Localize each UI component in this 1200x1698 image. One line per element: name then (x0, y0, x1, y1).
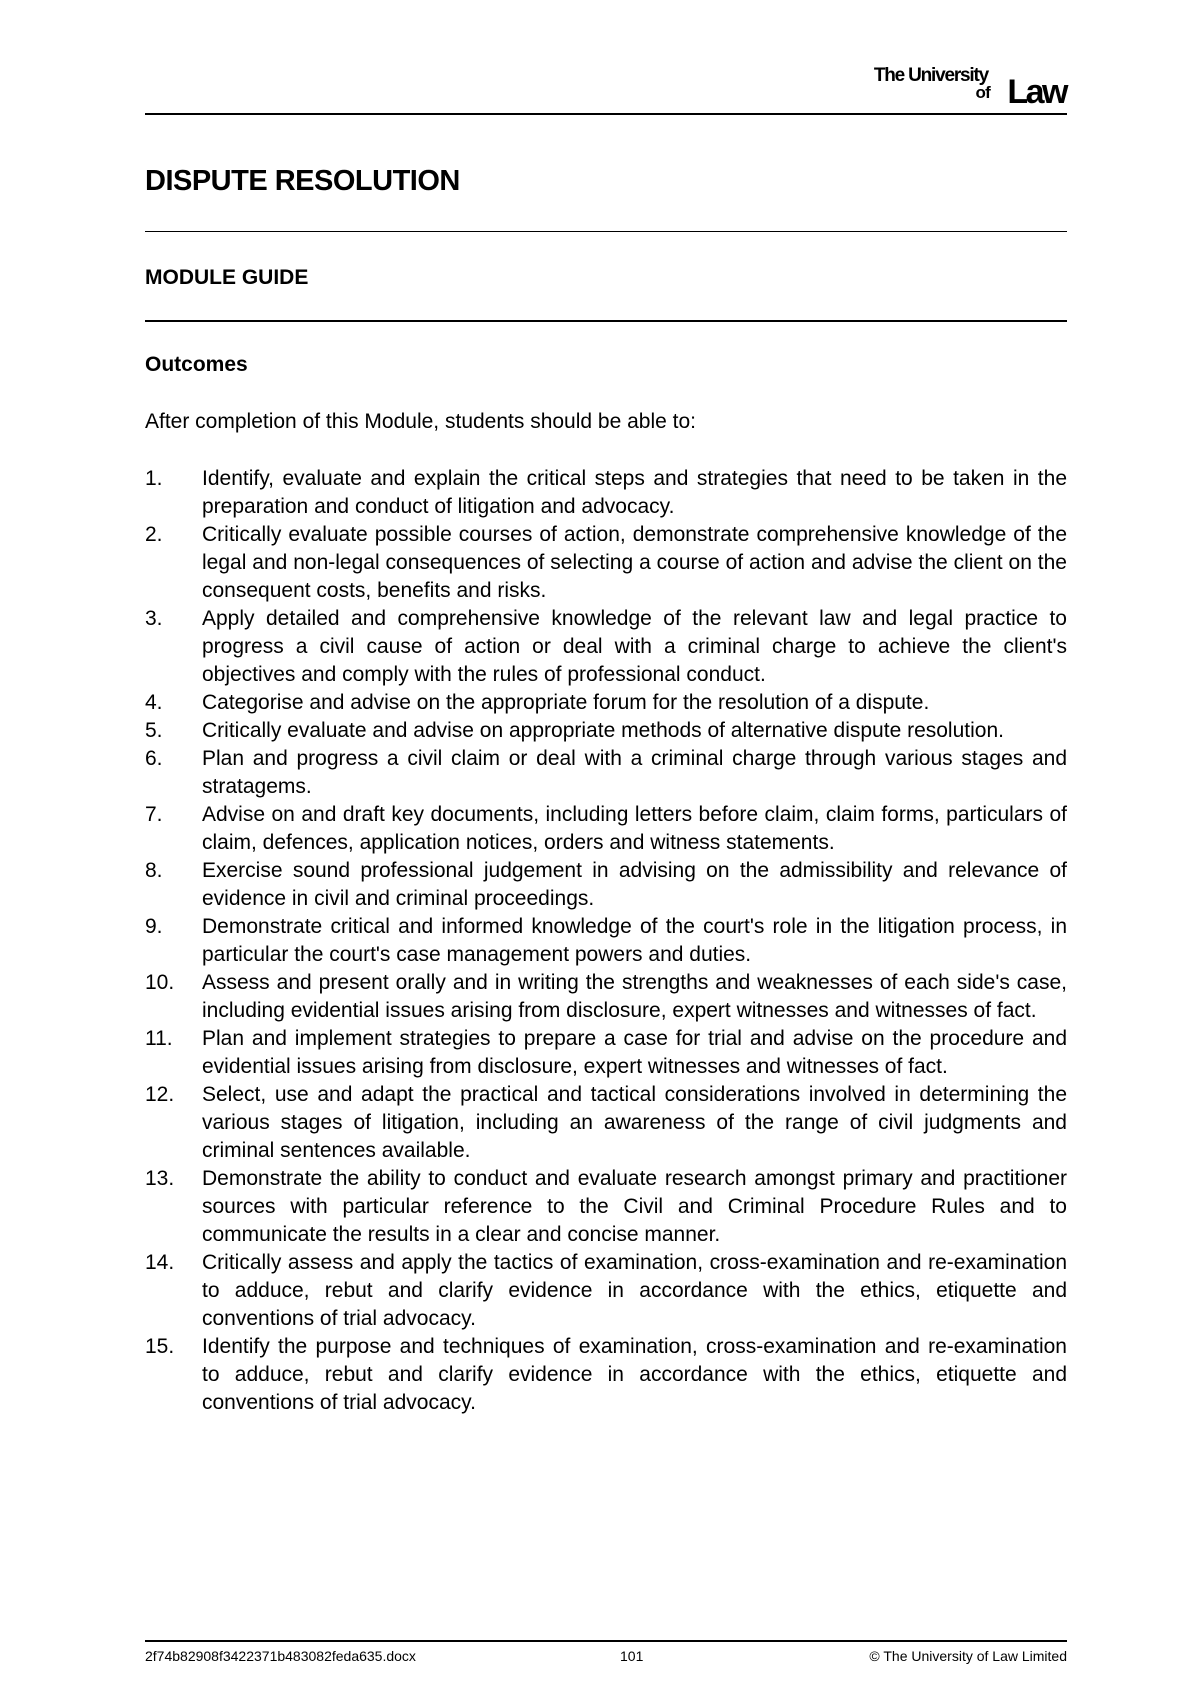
logo-law: Law (1007, 73, 1066, 111)
outcome-number: 1. (145, 467, 163, 490)
outcome-item (145, 969, 1067, 1025)
outcome-item (145, 465, 1067, 521)
outcome-text: Critically evaluate and advise on appropriate methods of alternative dispute resolution. (202, 719, 1004, 742)
outcome-item (145, 1165, 1067, 1249)
footer-copyright: © The University of Law Limited (869, 1648, 1067, 1664)
outcome-text: Categorise and advise on the appropriate forum for the resolution of a dispute. (202, 691, 930, 714)
footer-filename: 2f74b82908f3422371b483082feda635.docx (145, 1648, 416, 1664)
outcome-number: 12. (145, 1083, 175, 1106)
page-footer (145, 1646, 1067, 1666)
outcome-text: Plan and progress a civil claim or deal with a criminal charge through various stages and stratagems. (202, 747, 1067, 798)
outcome-text: Exercise sound professional judgement in advising on the admissibility and relevance of evidence in civil and criminal proceedings. (202, 859, 1067, 910)
module-guide-heading: MODULE GUIDE (145, 266, 309, 289)
outcome-number: 5. (145, 719, 163, 742)
footer-page-number: 101 (620, 1648, 644, 1664)
outcome-text: Critically evaluate possible courses of action, demonstrate comprehensive knowledge of the legal and non-legal consequences of selecting a course of action and advise the client on the consequent costs, benefits and risks. (202, 523, 1067, 602)
outcome-item (145, 521, 1067, 605)
outcome-text: Critically assess and apply the tactics of examination, cross-examination and re-examination to adduce, rebut and clarify evidence in accordance with the ethics, etiquette and conventions of trial advocacy. (202, 1251, 1067, 1330)
outcome-item (145, 1081, 1067, 1165)
outcome-number: 10. (145, 971, 175, 994)
university-of-law-logo (846, 64, 1066, 110)
outcome-number: 8. (145, 859, 163, 882)
outcome-text: Demonstrate the ability to conduct and evaluate research amongst primary and practitioner sources with particular reference to the Civil and Criminal Procedure Rules and to communicate the results in a clear and concise manner. (202, 1167, 1067, 1246)
outcome-item (145, 801, 1067, 857)
outcome-item (145, 1025, 1067, 1081)
outcome-text: Plan and implement strategies to prepare a case for trial and advise on the procedure and evidential issues arising from disclosure, expert witnesses and witnesses of fact. (202, 1027, 1067, 1078)
logo-line1: The University (873, 65, 988, 86)
header-divider (145, 113, 1067, 115)
outcome-item (145, 745, 1067, 801)
outcome-text: Advise on and draft key documents, including letters before claim, claim forms, particulars of claim, defences, application notices, orders and witness statements. (202, 803, 1067, 854)
outcome-number: 6. (145, 747, 163, 770)
outcome-item (145, 689, 1067, 717)
footer-divider (145, 1640, 1067, 1642)
outcome-number: 13. (145, 1167, 175, 1190)
outcome-item (145, 857, 1067, 913)
intro-text: After completion of this Module, students should be able to: (145, 410, 696, 433)
subtitle-divider (145, 320, 1067, 322)
outcome-number: 7. (145, 803, 163, 826)
outcomes-list (145, 465, 1067, 1417)
outcome-text: Demonstrate critical and informed knowledge of the court's role in the litigation process, in particular the court's case management powers and duties. (202, 915, 1067, 966)
outcome-item (145, 717, 1067, 745)
outcome-number: 4. (145, 691, 163, 714)
outcomes-heading: Outcomes (145, 353, 248, 376)
outcome-text: Identify the purpose and techniques of examination, cross-examination and re-examination to adduce, rebut and clarify evidence in accordance with the ethics, etiquette and conventions of trial advocacy. (202, 1335, 1067, 1414)
outcome-text: Assess and present orally and in writing the strengths and weaknesses of each side's case, including evidential issues arising from disclosure, expert witnesses and witnesses of fact. (202, 971, 1067, 1022)
outcome-text: Apply detailed and comprehensive knowledge of the relevant law and legal practice to progress a civil cause of action or deal with a criminal charge to achieve the client's objectives and comply with the rules of professional conduct. (202, 607, 1067, 686)
outcome-number: 3. (145, 607, 163, 630)
outcome-item (145, 913, 1067, 969)
outcome-item (145, 1333, 1067, 1417)
outcome-number: 11. (145, 1027, 173, 1050)
outcome-text: Identify, evaluate and explain the critical steps and strategies that need to be taken in the preparation and conduct of litigation and advocacy. (202, 467, 1067, 518)
outcome-number: 14. (145, 1251, 175, 1274)
page-title: DISPUTE RESOLUTION (145, 165, 460, 197)
outcome-text: Select, use and adapt the practical and tactical considerations involved in determining the various stages of litigation, including an awareness of the range of civil judgments and criminal sentences available. (202, 1083, 1067, 1162)
outcome-number: 9. (145, 915, 163, 938)
outcome-item (145, 1249, 1067, 1333)
logo-of: of (975, 83, 990, 102)
outcome-number: 2. (145, 523, 163, 546)
outcome-item (145, 605, 1067, 689)
outcome-number: 15. (145, 1335, 175, 1358)
title-divider (145, 231, 1067, 232)
